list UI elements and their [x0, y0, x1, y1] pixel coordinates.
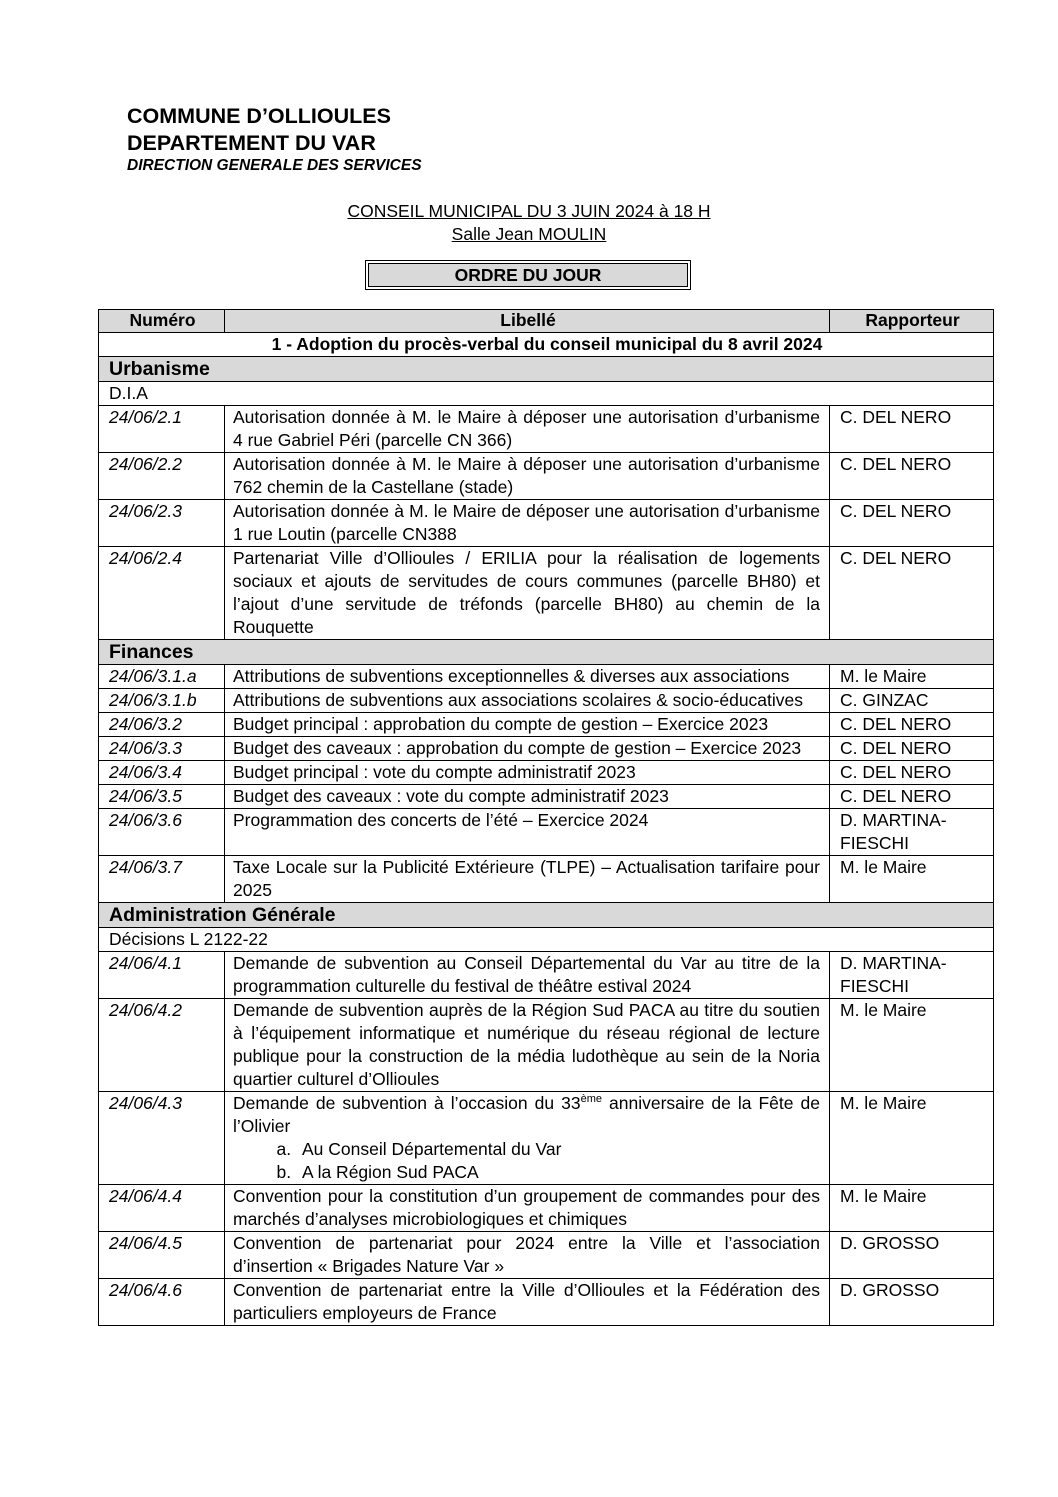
table-row	[99, 713, 994, 737]
ordinal-suffix: ème	[580, 1093, 603, 1106]
meeting-title: CONSEIL MUNICIPAL DU 3 JUIN 2024 à 18 H	[347, 201, 711, 221]
table-row	[99, 952, 994, 999]
item-rapporteur: C. GINZAC	[830, 689, 994, 713]
section-title-urbanisme: Urbanisme	[99, 357, 994, 382]
item-number: 24/06/4.6	[99, 1279, 225, 1326]
departement-name: DEPARTEMENT DU VAR	[127, 131, 376, 155]
item-number: 24/06/3.3	[99, 737, 225, 761]
table-row	[99, 453, 994, 500]
table-row	[99, 856, 994, 903]
item-number: 24/06/2.4	[99, 547, 225, 640]
item-number: 24/06/4.1	[99, 952, 225, 999]
table-row	[99, 500, 994, 547]
table-row	[99, 1092, 994, 1185]
item-label-text: Demande de subvention à l’occasion du 33	[233, 1093, 581, 1113]
item-number: 24/06/2.2	[99, 453, 225, 500]
item-label: Demande de subvention auprès de la Région Sud PACA au titre du soutien à l’équipement informatique et numérique du réseau régional de lecture publique pour la construction de la média ludothèque au sein de la Noria quartier culturel d’Ollioules	[225, 999, 830, 1092]
item-label: Autorisation donnée à M. le Maire de déposer une autorisation d’urbanisme 1 rue Loutin (parcelle CN388	[225, 500, 830, 547]
item-rapporteur: C. DEL NERO	[830, 785, 994, 809]
item-number: 24/06/4.5	[99, 1232, 225, 1279]
item-label: Convention pour la constitution d’un groupement de commandes pour des marchés d’analyses microbiologiques et chimiques	[225, 1185, 830, 1232]
table-row	[99, 665, 994, 689]
agenda-title: ORDRE DU JOUR	[368, 263, 688, 287]
direction-name: DIRECTION GENERALE DES SERVICES	[127, 157, 422, 174]
item-rapporteur: M. le Maire	[830, 1092, 994, 1185]
agenda-body	[99, 333, 994, 1326]
agenda-table	[98, 309, 994, 1326]
item-rapporteur: C. DEL NERO	[830, 547, 994, 640]
section-row-administration	[99, 903, 994, 928]
meeting-place: Salle Jean MOULIN	[451, 224, 607, 244]
item-label: Budget principal : approbation du compte de gestion – Exercice 2023	[225, 713, 830, 737]
item-label: Partenariat Ville d’Ollioules / ERILIA pour la réalisation de logements sociaux et ajouts de servitudes de cours communes (parcelle BH80) et l’ajout d’une servitude de tréfonds (parcelle BH80) au chemin de la Rouquette	[225, 547, 830, 640]
adoption-row	[99, 333, 994, 357]
section-title-finances: Finances	[99, 640, 994, 665]
item-rapporteur: D. MARTINA-FIESCHI	[830, 952, 994, 999]
item-number: 24/06/3.7	[99, 856, 225, 903]
item-number: 24/06/3.4	[99, 761, 225, 785]
item-rapporteur: D. GROSSO	[830, 1279, 994, 1326]
sub-item-list	[233, 1138, 820, 1184]
item-number: 24/06/3.1.b	[99, 689, 225, 713]
item-rapporteur: M. le Maire	[830, 665, 994, 689]
column-header-rapporteur: Rapporteur	[830, 310, 994, 333]
item-label: Autorisation donnée à M. le Maire à déposer une autorisation d’urbanisme 762 chemin de la Castellane (stade)	[225, 453, 830, 500]
table-header-row	[99, 310, 994, 333]
item-label	[225, 1092, 830, 1185]
commune-name: COMMUNE D’OLLIOULES	[127, 104, 391, 128]
table-row	[99, 1232, 994, 1279]
sub-item: a. Au Conseil Départemental du Var	[296, 1138, 820, 1161]
meeting-info	[0, 200, 1058, 246]
item-rapporteur: C. DEL NERO	[830, 713, 994, 737]
table-row	[99, 999, 994, 1092]
item-label: Taxe Locale sur la Publicité Extérieure (TLPE) – Actualisation tarifaire pour 2025	[225, 856, 830, 903]
column-header-libelle: Libellé	[225, 310, 830, 333]
subsection-row-dia	[99, 382, 994, 406]
item-rapporteur: C. DEL NERO	[830, 453, 994, 500]
subsection-row-decisions	[99, 928, 994, 952]
item-number: 24/06/3.2	[99, 713, 225, 737]
item-number: 24/06/3.5	[99, 785, 225, 809]
section-title-administration: Administration Générale	[99, 903, 994, 928]
item-rapporteur: D. GROSSO	[830, 1232, 994, 1279]
item-label: Autorisation donnée à M. le Maire à déposer une autorisation d’urbanisme 4 rue Gabriel Péri (parcelle CN 366)	[225, 406, 830, 453]
subsection-label-dia: D.I.A	[99, 382, 994, 406]
item-number: 24/06/4.3	[99, 1092, 225, 1185]
item-label: Programmation des concerts de l’été – Exercice 2024	[225, 809, 830, 856]
item-number: 24/06/4.4	[99, 1185, 225, 1232]
item-rapporteur: C. DEL NERO	[830, 761, 994, 785]
table-row	[99, 785, 994, 809]
item-rapporteur: M. le Maire	[830, 999, 994, 1092]
table-row	[99, 406, 994, 453]
item-number: 24/06/2.3	[99, 500, 225, 547]
item-number: 24/06/3.1.a	[99, 665, 225, 689]
agenda-title-box	[365, 260, 691, 290]
item-rapporteur: M. le Maire	[830, 1185, 994, 1232]
section-row-finances	[99, 640, 994, 665]
item-number: 24/06/3.6	[99, 809, 225, 856]
column-header-numero: Numéro	[99, 310, 225, 333]
item-rapporteur: M. le Maire	[830, 856, 994, 903]
sub-item: b. A la Région Sud PACA	[296, 1161, 820, 1184]
table-row	[99, 761, 994, 785]
table-row	[99, 1185, 994, 1232]
item-rapporteur: C. DEL NERO	[830, 737, 994, 761]
table-row	[99, 689, 994, 713]
item-label: Budget des caveaux : vote du compte administratif 2023	[225, 785, 830, 809]
item-rapporteur: D. MARTINA-FIESCHI	[830, 809, 994, 856]
item-rapporteur: C. DEL NERO	[830, 406, 994, 453]
item-label: Convention de partenariat pour 2024 entre la Ville et l’association d’insertion « Brigades Nature Var »	[225, 1232, 830, 1279]
item-rapporteur: C. DEL NERO	[830, 500, 994, 547]
table-row	[99, 547, 994, 640]
table-row	[99, 809, 994, 856]
item-number: 24/06/2.1	[99, 406, 225, 453]
item-label: Attributions de subventions aux associations scolaires & socio-éducatives	[225, 689, 830, 713]
section-row-urbanisme	[99, 357, 994, 382]
subsection-label-decisions: Décisions L 2122-22	[99, 928, 994, 952]
item-label: Budget principal : vote du compte administratif 2023	[225, 761, 830, 785]
item-label: Budget des caveaux : approbation du compte de gestion – Exercice 2023	[225, 737, 830, 761]
table-row	[99, 1279, 994, 1326]
item-number: 24/06/4.2	[99, 999, 225, 1092]
table-row	[99, 737, 994, 761]
document-header	[127, 103, 422, 176]
adoption-label: 1 - Adoption du procès-verbal du conseil municipal du 8 avril 2024	[99, 333, 994, 357]
item-label: Demande de subvention au Conseil Départemental du Var au titre de la programmation culturelle du festival de théâtre estival 2024	[225, 952, 830, 999]
item-label: Attributions de subventions exceptionnelles & diverses aux associations	[225, 665, 830, 689]
item-label: Convention de partenariat entre la Ville d’Ollioules et la Fédération des particuliers employeurs de France	[225, 1279, 830, 1326]
item-label-text: anniversaire de la Fête de l’Olivier	[233, 1093, 820, 1136]
